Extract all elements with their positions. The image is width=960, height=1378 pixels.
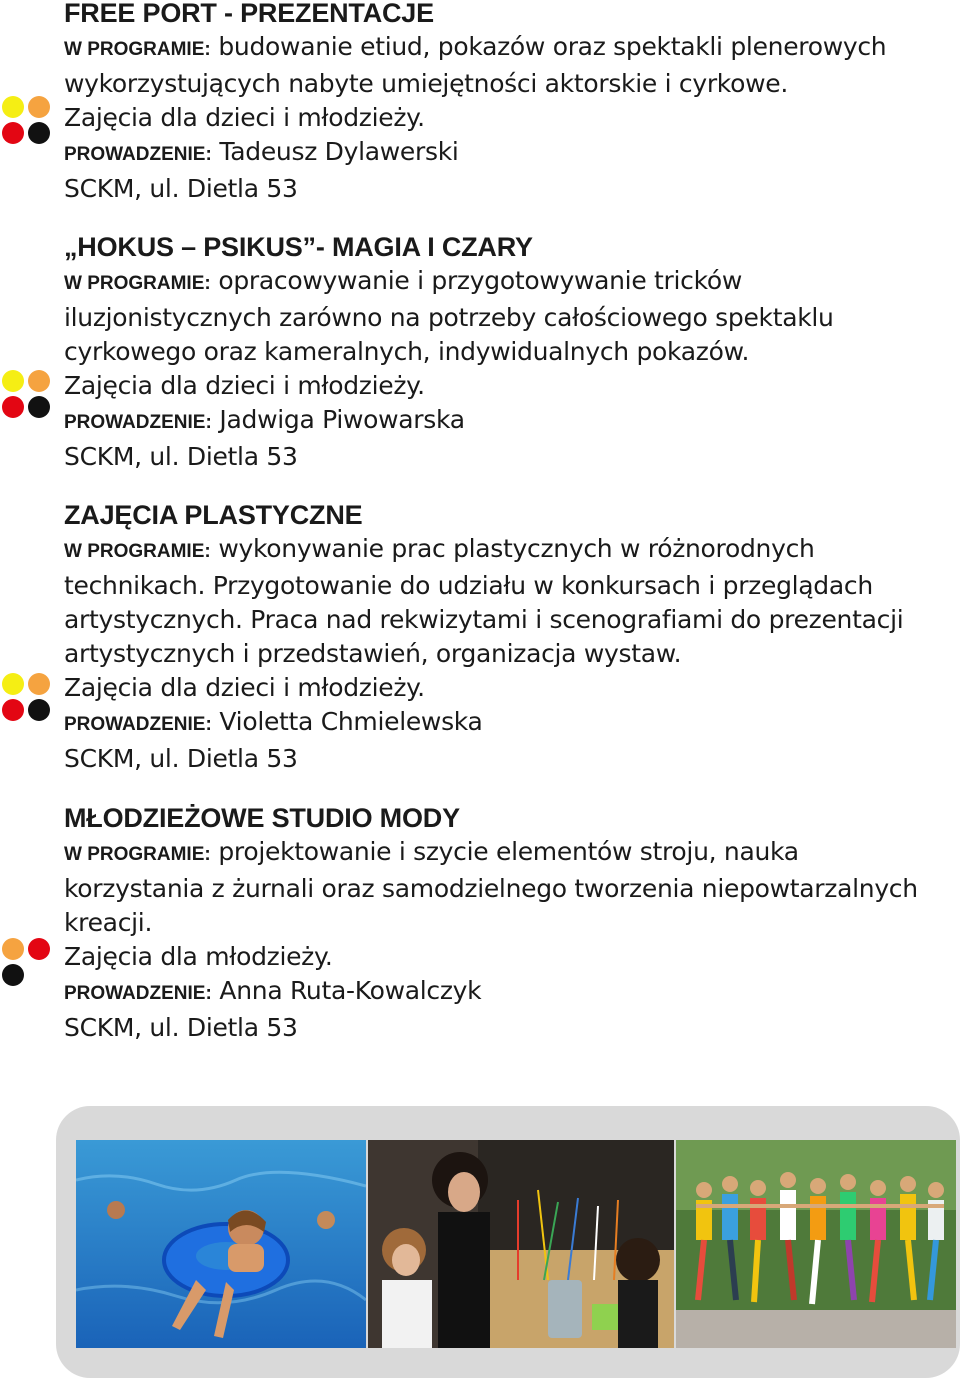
program-line: cyrkowego oraz kameralnych, indywidualnych pokazów. bbox=[64, 337, 750, 366]
program-line bbox=[64, 532, 944, 569]
photo-pool bbox=[76, 1140, 366, 1348]
program-text: budowanie etiud, pokazów oraz spektakli plenerowych bbox=[210, 32, 887, 61]
yellow-dot-icon bbox=[2, 370, 24, 392]
audience: Zajęcia dla dzieci i młodzieży. bbox=[64, 103, 425, 132]
lead-name: Tadeusz Dylawerski bbox=[211, 137, 459, 166]
program-text: projektowanie i szycie elementów stroju, nauka bbox=[210, 837, 799, 866]
lead-line bbox=[64, 403, 944, 440]
lead-label: PROWADZENIE: bbox=[64, 714, 212, 735]
program-label: W PROGRAMIE: bbox=[64, 541, 211, 562]
red-dot-icon bbox=[2, 699, 24, 721]
program-line: korzystania z żurnali oraz samodzielnego tworzenia niepowtarzalnych bbox=[64, 874, 918, 903]
red-dot-icon bbox=[28, 938, 50, 960]
program-line: wykorzystujących nabyte umiejętności aktorskie i cyrkowe. bbox=[64, 69, 788, 98]
location: SCKM, ul. Dietla 53 bbox=[64, 174, 298, 203]
age-dots-icon bbox=[0, 96, 52, 140]
location: SCKM, ul. Dietla 53 bbox=[64, 744, 298, 773]
section-title: ZAJĘCIA PLASTYCZNE bbox=[64, 500, 363, 530]
section-title: FREE PORT - PREZENTACJE bbox=[64, 0, 434, 28]
lead-name: Violetta Chmielewska bbox=[211, 707, 483, 736]
lead-line bbox=[64, 974, 944, 1011]
lead-label: PROWADZENIE: bbox=[64, 144, 212, 165]
section-studio-mody bbox=[64, 801, 944, 1045]
black-dot-icon bbox=[28, 396, 50, 418]
program-text: opracowywanie i przygotowywanie tricków bbox=[210, 266, 743, 295]
program-line: technikach. Przygotowanie do udziału w konkursach i przeglądach bbox=[64, 571, 873, 600]
program-line: artystycznych i przedstawień, organizacja wystaw. bbox=[64, 639, 682, 668]
orange-dot-icon bbox=[2, 938, 24, 960]
location: SCKM, ul. Dietla 53 bbox=[64, 1013, 298, 1042]
lead-label: PROWADZENIE: bbox=[64, 983, 212, 1004]
black-dot-icon bbox=[28, 699, 50, 721]
program-label: W PROGRAMIE: bbox=[64, 273, 211, 294]
section-title: „HOKUS – PSIKUS”- MAGIA I CZARY bbox=[64, 232, 533, 262]
program-label: W PROGRAMIE: bbox=[64, 39, 211, 60]
age-dots-icon bbox=[0, 370, 52, 414]
lead-line bbox=[64, 705, 944, 742]
section-free-port bbox=[64, 0, 944, 206]
audience: Zajęcia dla młodzieży. bbox=[64, 942, 333, 971]
yellow-dot-icon bbox=[2, 96, 24, 118]
section-title: MŁODZIEŻOWE STUDIO MODY bbox=[64, 803, 460, 833]
program-text: wykonywanie prac plastycznych w różnorodnych bbox=[210, 534, 815, 563]
section-hokus-psikus bbox=[64, 230, 944, 474]
program-line bbox=[64, 835, 944, 872]
photo-art-class bbox=[368, 1140, 674, 1348]
lead-name: Anna Ruta-Kowalczyk bbox=[211, 976, 482, 1005]
program-line: kreacji. bbox=[64, 908, 153, 937]
audience: Zajęcia dla dzieci i młodzieży. bbox=[64, 673, 425, 702]
program-line: iluzjonistycznych zarówno na potrzeby całościowego spektaklu bbox=[64, 303, 834, 332]
location: SCKM, ul. Dietla 53 bbox=[64, 442, 298, 471]
orange-dot-icon bbox=[28, 96, 50, 118]
lead-line bbox=[64, 135, 944, 172]
program-line bbox=[64, 264, 944, 301]
lead-name: Jadwiga Piwowarska bbox=[211, 405, 465, 434]
black-dot-icon bbox=[28, 122, 50, 144]
age-dots-icon bbox=[0, 938, 52, 982]
orange-dot-icon bbox=[28, 370, 50, 392]
age-dots-icon bbox=[0, 673, 52, 717]
program-line bbox=[64, 30, 944, 67]
red-dot-icon bbox=[2, 396, 24, 418]
lead-label: PROWADZENIE: bbox=[64, 412, 212, 433]
black-dot-icon bbox=[2, 964, 24, 986]
section-zajecia-plastyczne bbox=[64, 498, 944, 776]
program-label: W PROGRAMIE: bbox=[64, 844, 211, 865]
yellow-dot-icon bbox=[2, 673, 24, 695]
photo-circus-show bbox=[676, 1140, 956, 1348]
program-line: artystycznych. Praca nad rekwizytami i scenografiami do prezentacji bbox=[64, 605, 904, 634]
orange-dot-icon bbox=[28, 673, 50, 695]
audience: Zajęcia dla dzieci i młodzieży. bbox=[64, 371, 425, 400]
red-dot-icon bbox=[2, 122, 24, 144]
